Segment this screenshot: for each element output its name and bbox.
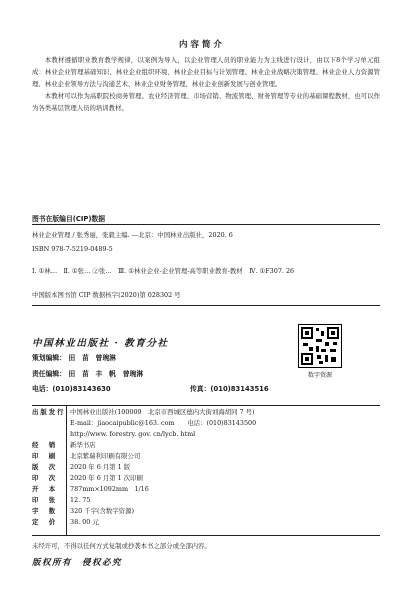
pubinfo-value: 新华书店 [70,441,96,449]
pubinfo-row [32,428,392,439]
pubinfo-label: 经 销 [32,441,58,449]
planning-editor-value: 田 苗 曾琬淋 [68,354,116,362]
pubinfo-value: 2020 年 6 月第 1 次印刷 [70,474,143,482]
phone-value: (010)83143630 [52,385,111,393]
copyright-notice: 未经许可，不得以任何方式复制或抄袭本书之部分或全部内容。 [32,542,211,550]
pubinfo-label: 印 张 [32,496,58,504]
fax-label: 传真： [190,385,211,393]
cip-line-1: 林业企业管理 / 张秀丽，张毅主编. —北京：中国林业出版社，2020. 6 [32,231,233,239]
fax-row [190,383,269,393]
qr-caption: 数字资源 [307,372,332,379]
pubinfo-label: 开 本 [32,485,58,493]
pubinfo-value: E-mail：jiaocaipublic@163. com 电话：(010)83143500 [70,419,257,427]
qr-code-icon [298,324,342,368]
summary-paragraph-1: 本教材遵循职业教育教学规律，以案例为导入，以企业管理人员的职业能力为主线进行设计，由以下8个学习单元组成：林业企业管理基础知识、林业企业组织环境、林业企业目标与计划管理、林业企业战略决策管理、林业企业人力资源管理、林业企业领导方法与沟通艺术、林业企业财务管理、林业企业创新发展与创业管理。 [32,56,380,88]
summary-title: 内 容 简 介 [179,40,222,50]
pubinfo-label: 版 次 [32,463,58,471]
pubinfo-label: 印 次 [32,474,58,482]
pubinfo-label: 出版发行 [32,408,66,416]
pubinfo-value: 北京紫瑞利印刷有限公司 [70,452,141,460]
responsible-editor-row [32,368,143,378]
pubinfo-value: http://www. forestry. gov. cn/lycb. html [70,429,196,438]
pubinfo-value: 787mm×1092mm 1/16 [70,485,149,493]
pubinfo-divider-bottom [32,535,380,536]
responsible-editor-label: 责任编辑： [32,370,66,378]
planning-editor-row [32,352,116,362]
pubinfo-value: 中国林业出版社(100009 北京市西城区德内大街刘海胡同 7 号) [70,408,255,416]
phone-label: 电话： [32,385,53,393]
cip-heading: 图书在版编目(CIP)数据 [32,215,106,223]
pubinfo-row [32,417,392,428]
pubinfo-label: 定 价 [32,518,58,526]
cip-divider-bottom [32,305,380,306]
publisher-brand: 中国林业出版社 · 教育分社 [32,338,169,349]
pubinfo-label: 字 数 [32,507,58,515]
pubinfo-row [32,406,392,417]
pubinfo-row [32,450,392,461]
publication-info [32,406,392,527]
rights-reserved: 版权所有 侵权必究 [32,558,123,568]
pubinfo-row [32,483,392,494]
pubinfo-label: 印 刷 [32,452,58,460]
cip-line-classification: Ⅰ. ①林… Ⅱ. ①张… ②张… Ⅲ. ①林业企业-企业管理-高等职业教育-教材 Ⅳ. ①F307. 26 [32,267,295,275]
phone-row [32,383,111,393]
pubinfo-row [32,494,392,505]
cip-line-isbn: ISBN 978-7-5219-0489-5 [32,245,113,253]
cip-line-record: 中国版本图书馆 CIP 数据核字(2020)第 028302 号 [32,291,181,299]
pubinfo-value: 12. 75 [70,495,91,504]
pubinfo-row [32,516,392,527]
summary-body [32,54,380,114]
pubinfo-row [32,472,392,483]
responsible-editor-value: 田 苗 丰 帆 曾琬淋 [68,370,144,378]
pubinfo-value: 2020 年 6 月第 1 版 [70,463,131,471]
pubinfo-value: 320 千字(含数字资源) [70,507,134,515]
pubinfo-row [32,439,392,450]
fax-value: (010)83143516 [210,385,269,393]
cip-divider-top [32,224,380,225]
pubinfo-row [32,461,392,472]
pubinfo-value: 38. 00 元 [70,518,99,526]
pubinfo-row [32,505,392,516]
planning-editor-label: 策划编辑： [32,354,66,362]
summary-paragraph-2: 本教材可以作为高职院校商务管理、农业经济管理、市场营销、物流管理、财务管理等专业的基础课程教材，也可以作为各类基层管理人员的培训教材。 [32,92,380,112]
